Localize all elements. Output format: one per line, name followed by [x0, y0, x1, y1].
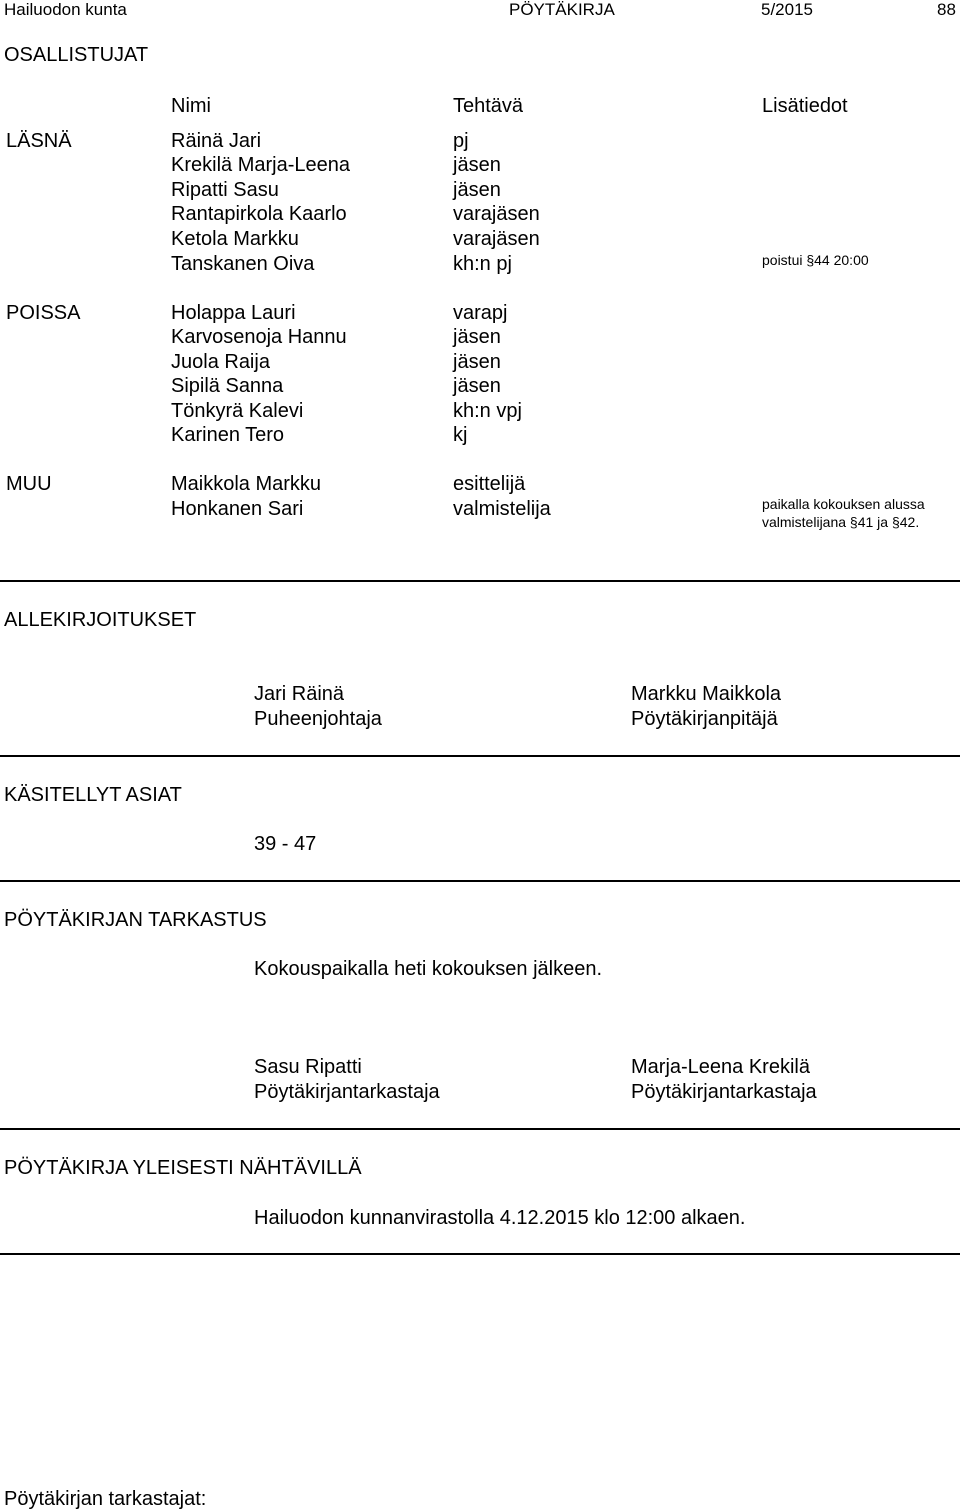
reviewer-1-name: Sasu Ripatti: [254, 1056, 362, 1078]
reviewer-1-role: Pöytäkirjantarkastaja: [254, 1081, 440, 1103]
chair-role: Puheenjohtaja: [254, 708, 382, 730]
participant-role: varapj: [453, 302, 508, 324]
secretary-role: Pöytäkirjanpitäjä: [631, 708, 778, 730]
group-label: POISSA: [6, 302, 81, 324]
section-divider: [0, 1253, 960, 1255]
participants-title: OSALLISTUJAT: [4, 44, 149, 66]
participant-role: kh:n pj: [453, 253, 512, 275]
participant-name: Honkanen Sari: [171, 498, 304, 520]
footer-reviewers-label: Pöytäkirjan tarkastajat:: [4, 1488, 207, 1510]
participant-name: Tönkyrä Kalevi: [171, 400, 304, 422]
participant-role: esittelijä: [453, 473, 526, 495]
secretary-name: Markku Maikkola: [631, 683, 782, 705]
group-label: LÄSNÄ: [6, 130, 72, 152]
participant-role: valmistelija: [453, 498, 551, 520]
participant-role: jäsen: [453, 375, 501, 397]
participant-name: Holappa Lauri: [171, 302, 296, 324]
group-label: MUU: [6, 473, 52, 495]
items-title: KÄSITELLYT ASIAT: [4, 784, 182, 806]
review-title: PÖYTÄKIRJAN TARKASTUS: [4, 909, 267, 931]
section-divider: [0, 755, 960, 757]
column-header-info: Lisätiedot: [762, 95, 848, 117]
participant-info: paikalla kokouksen alussa: [762, 496, 925, 512]
participant-name: Rantapirkola Kaarlo: [171, 203, 347, 225]
participant-name: Karinen Tero: [171, 424, 285, 446]
municipality-name: Hailuodon kunta: [4, 0, 127, 19]
participant-role: kj: [453, 424, 468, 446]
participant-name: Räinä Jari: [171, 130, 262, 152]
section-divider: [0, 580, 960, 582]
section-divider: [0, 880, 960, 882]
public-text: Hailuodon kunnanvirastolla 4.12.2015 klo 12:00 alkaen.: [254, 1207, 746, 1229]
participant-name: Tanskanen Oiva: [171, 253, 315, 275]
section-divider: [0, 1128, 960, 1130]
participant-role: jäsen: [453, 351, 501, 373]
participant-name: Ketola Markku: [171, 228, 299, 250]
participant-role: jäsen: [453, 154, 501, 176]
review-text: Kokouspaikalla heti kokouksen jälkeen.: [254, 958, 602, 980]
column-header-role: Tehtävä: [453, 95, 524, 117]
participant-role: varajäsen: [453, 203, 540, 225]
participant-role: jäsen: [453, 326, 501, 348]
participant-name: Sipilä Sanna: [171, 375, 284, 397]
participant-info-continued: valmistelijana §41 ja §42.: [762, 514, 920, 530]
participant-role: jäsen: [453, 179, 501, 201]
participant-role: kh:n vpj: [453, 400, 522, 422]
reviewer-2-role: Pöytäkirjantarkastaja: [631, 1081, 817, 1103]
column-header-name: Nimi: [171, 95, 211, 117]
page-number: 88: [937, 0, 956, 19]
participant-name: Karvosenoja Hannu: [171, 326, 347, 348]
public-title: PÖYTÄKIRJA YLEISESTI NÄHTÄVILLÄ: [4, 1157, 362, 1179]
participant-name: Juola Raija: [171, 351, 270, 373]
signatures-title: ALLEKIRJOITUKSET: [4, 609, 197, 631]
meeting-number: 5/2015: [761, 0, 813, 19]
chair-name: Jari Räinä: [254, 683, 345, 705]
reviewer-2-name: Marja-Leena Krekilä: [631, 1056, 810, 1078]
items-range: 39 - 47: [254, 833, 317, 855]
participant-role: pj: [453, 130, 469, 152]
participant-role: varajäsen: [453, 228, 540, 250]
participant-name: Maikkola Markku: [171, 473, 322, 495]
participant-info: poistui §44 20:00: [762, 252, 869, 268]
participant-name: Ripatti Sasu: [171, 179, 279, 201]
participant-name: Krekilä Marja-Leena: [171, 154, 350, 176]
document-type: PÖYTÄKIRJA: [509, 0, 615, 19]
